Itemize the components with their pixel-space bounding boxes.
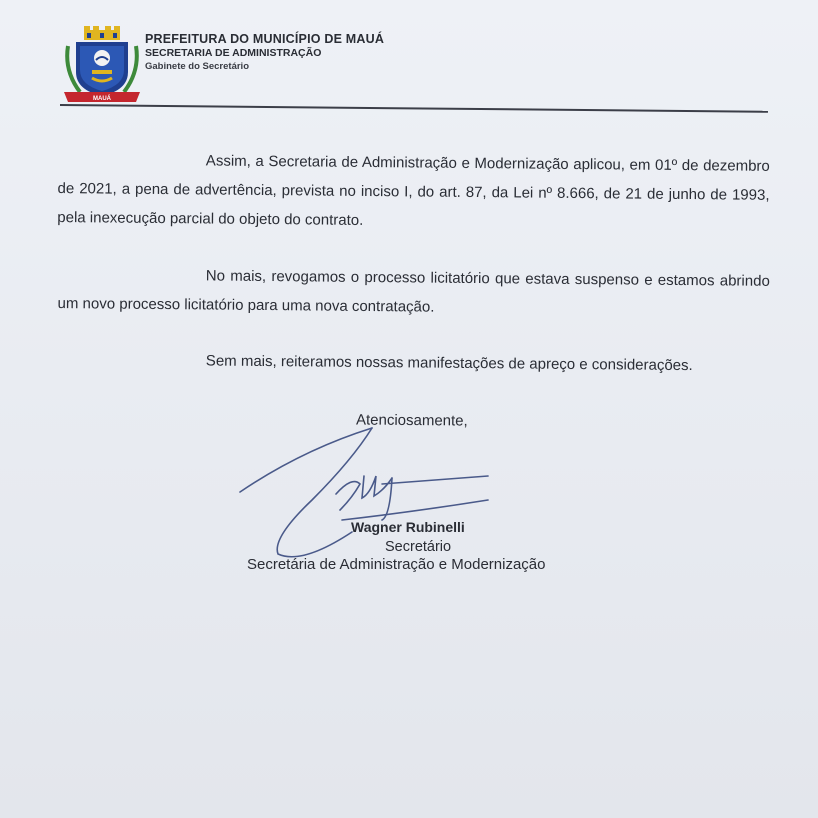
header-office: Gabinete do Secretário [145, 61, 250, 72]
signatory-department: Secretária de Administração e Modernização [247, 556, 546, 573]
header-title: PREFEITURA DO MUNICÍPIO DE MAUÁ [145, 32, 385, 46]
municipal-crest-logo [62, 26, 142, 106]
crest-ribbon-text: MAUÁ [93, 96, 111, 102]
body-paragraph-penalty: Assim, a Secretaria de Administração e Modernização aplicou, em 01º de dezembro de 2021, a pena de advertência, prevista no inciso I, do art. 87, da Lei nº 8.666, de 21 de junho de 1993, pela inexecução parcial do objeto do contrato. [57, 152, 770, 229]
body-paragraph-regards: Sem mais, reiteramos nossas manifestações de apreço e considerações. [205, 352, 693, 375]
header-divider [60, 104, 768, 113]
header-subtitle: SECRETARIA DE ADMINISTRAÇÃO [145, 47, 322, 59]
signatory-role: Secretário [385, 539, 452, 555]
signatory-name: Wagner Rubinelli [351, 519, 465, 535]
handwritten-signature [232, 420, 502, 570]
closing-salutation: Atenciosamente, [355, 411, 468, 430]
body-paragraph-revocation: No mais, revogamos o processo licitatório que estava suspenso e estamos abrindo um novo processo licitatório para uma nova contratação. [57, 267, 770, 316]
